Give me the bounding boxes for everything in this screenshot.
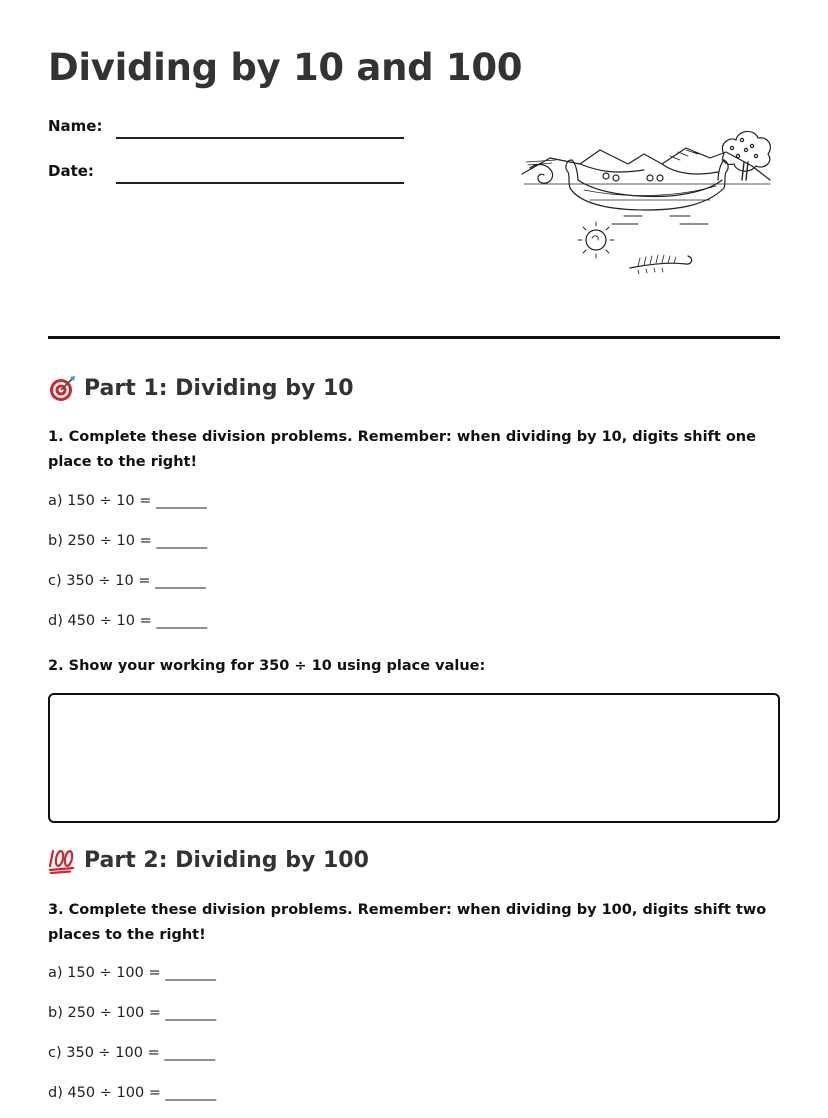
problem-3c[interactable]: c) 350 ÷ 100 = _______ [48, 1045, 216, 1061]
problem-1b[interactable]: b) 250 ÷ 10 = _______ [48, 533, 208, 549]
longboat-landscape-illustration [520, 118, 776, 282]
problem-1c[interactable]: c) 350 ÷ 10 = _______ [48, 573, 206, 589]
problem-1a[interactable]: a) 150 ÷ 10 = _______ [48, 493, 207, 509]
name-field[interactable] [48, 117, 408, 147]
working-answer-box[interactable] [48, 693, 780, 823]
target-dart-icon [48, 374, 76, 402]
section-divider [48, 336, 780, 339]
date-field[interactable] [48, 162, 408, 192]
date-label: Date: [48, 162, 94, 180]
part2-heading-text: Part 2: Dividing by 100 [84, 847, 369, 873]
question-2: 2. Show your working for 350 ÷ 10 using place value: [48, 658, 486, 674]
date-line[interactable] [116, 182, 404, 184]
question-3: 3. Complete these division problems. Remember: when dividing by 100, digits shift two places to the right! [48, 902, 767, 943]
problem-3a[interactable]: a) 150 ÷ 100 = _______ [48, 965, 216, 981]
question-1: 1. Complete these division problems. Remember: when dividing by 10, digits shift one place to the right! [48, 429, 756, 470]
name-label: Name: [48, 117, 103, 135]
part1-heading-text: Part 1: Dividing by 10 [84, 375, 354, 401]
part2-heading [48, 846, 369, 874]
page-title: Dividing by 10 and 100 [48, 46, 523, 89]
hundred-points-icon [48, 846, 76, 874]
problem-1d[interactable]: d) 450 ÷ 10 = _______ [48, 613, 208, 629]
part1-heading [48, 374, 354, 402]
problem-3b[interactable]: b) 250 ÷ 100 = _______ [48, 1005, 217, 1021]
name-line[interactable] [116, 137, 404, 139]
problem-3d[interactable]: d) 450 ÷ 100 = _______ [48, 1085, 217, 1101]
